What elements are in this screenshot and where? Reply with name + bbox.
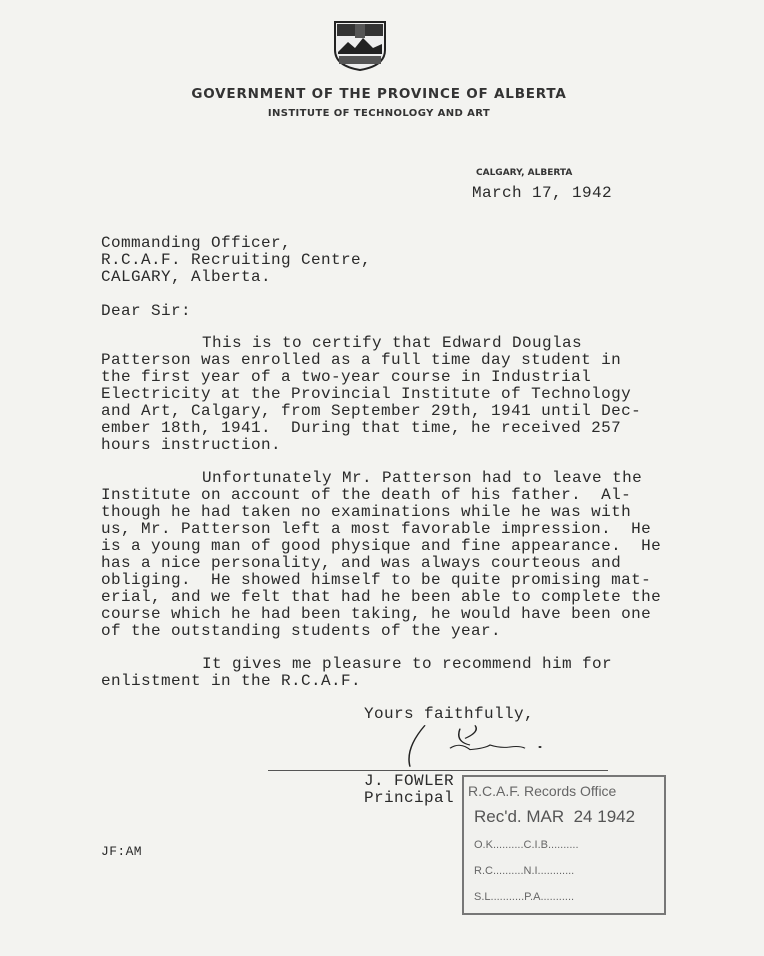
typist-initials: JF:AM (101, 844, 143, 859)
letter-date: March 17, 1942 (472, 184, 613, 202)
stamp-title: R.C.A.F. Records Office (468, 783, 617, 799)
para1-line: the first year of a two-year course in Industrial (101, 368, 592, 386)
records-office-stamp (462, 775, 666, 915)
para1-line: Patterson was enrolled as a full time day student in (101, 351, 622, 369)
signature-line (268, 770, 608, 771)
para2-line: though he had taken no examinations while he was with (101, 503, 632, 521)
para1-line: and Art, Calgary, from September 29th, 1941 until Dec- (101, 402, 642, 420)
para3-line: enlistment in the R.C.A.F. (101, 672, 362, 690)
address-line: R.C.A.F. Recruiting Centre, (101, 251, 372, 269)
signer-name: J. FOWLER (364, 772, 455, 790)
letterhead-institute: INSTITUTE OF TECHNOLOGY AND ART (267, 108, 491, 119)
para1-line: ember 18th, 1941. During that time, he received 257 (101, 419, 622, 437)
letterhead-place: CALGARY, ALBERTA (476, 168, 573, 178)
para2-line: Institute on account of the death of his father. Al- (101, 486, 632, 504)
para1-line: hours instruction. (101, 436, 282, 454)
para2-line: obliging. He showed himself to be quite promising mat- (101, 571, 652, 589)
stamp-row: S.L...........P.A........... (474, 891, 575, 903)
letterhead-government: GOVERNMENT OF THE PROVINCE OF ALBERTA (191, 86, 567, 102)
handwritten-signature (400, 722, 560, 768)
para1-line: This is to certify that Edward Douglas (202, 334, 583, 352)
para2-line: us, Mr. Patterson left a most favorable impression. He (101, 520, 652, 538)
closing: Yours faithfully, (364, 705, 535, 723)
stamp-row: R.C..........N.I............ (474, 865, 575, 877)
address-line: Commanding Officer, (101, 234, 292, 252)
stamp-row: O.K..........C.I.B.......... (474, 839, 579, 851)
stamp-received: Rec'd. MAR 24 1942 (474, 807, 636, 826)
para2-line: has a nice personality, and was always courteous and (101, 554, 622, 572)
para2-line: course which he had been taking, he would have been one (101, 605, 652, 623)
para2-line: of the outstanding students of the year. (101, 622, 502, 640)
para2-line: erial, and we felt that had he been able to complete the (101, 588, 662, 606)
alberta-crest-logo (333, 20, 387, 72)
para3-line: It gives me pleasure to recommend him for (202, 655, 613, 673)
para1-line: Electricity at the Provincial Institute of Technology (101, 385, 632, 403)
address-line: CALGARY, Alberta. (101, 268, 272, 286)
salutation: Dear Sir: (101, 302, 192, 320)
para2-line: is a young man of good physique and fine appearance. He (101, 537, 662, 555)
para2-line: Unfortunately Mr. Patterson had to leave the (202, 469, 643, 487)
signer-title: Principal (364, 789, 455, 807)
